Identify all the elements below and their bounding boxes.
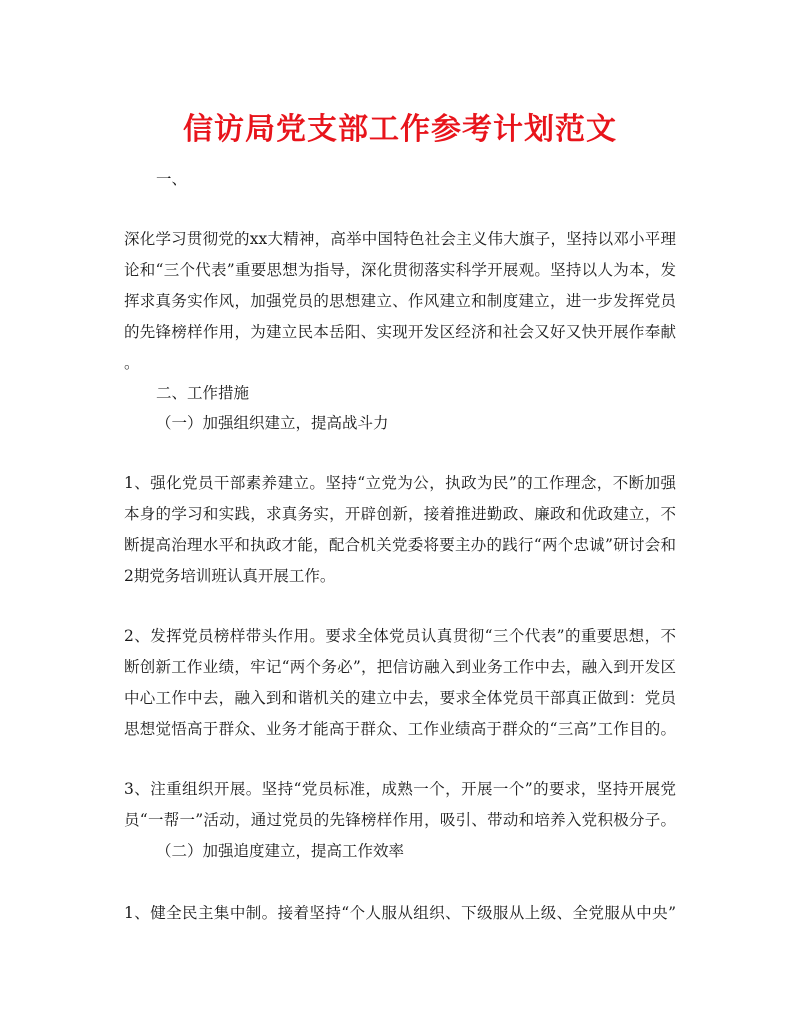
sub-heading-1: （一）加强组织建立，提高战斗力 — [156, 414, 389, 432]
section-heading-2: 二、工作措施 — [156, 384, 250, 402]
paragraph-line: 断创新工作业绩，牢记“两个务必”，把信访融入到业务工作中去，融入到开发区 — [124, 658, 676, 676]
paragraph-line: 论和“三个代表”重要思想为指导，深化贯彻落实科学开展观。坚持以人为本，发 — [124, 261, 676, 279]
paragraph-line: 1、健全民主集中制。接着坚持“个人服从组织、下级服从上级、全党服从中央” — [124, 904, 676, 922]
paragraph-line: 本身的学习和实践，求真务实，开辟创新，接着推进勤政、廉政和优政建立，不 — [124, 505, 676, 523]
paragraph-line: 挥求真务实作风，加强党员的思想建立、作风建立和制度建立，进一步发挥党员 — [124, 292, 676, 310]
paragraph-line: 员“一帮一”活动，通过党员的先锋榜样作用，吸引、带动和培养入党积极分子。 — [124, 811, 676, 829]
section-heading-1: 一、 — [156, 170, 188, 188]
document-title: 信访局党支部工作参考计划范文 — [183, 112, 617, 147]
sub-heading-2: （二）加强追度建立，提高工作效率 — [156, 842, 405, 860]
paragraph-line: 2、发挥党员榜样带头作用。要求全体党员认真贯彻“三个代表”的重要思想，不 — [124, 627, 676, 645]
paragraph-line: 中心工作中去，融入到和谐机关的建立中去，要求全体党员干部真正做到：党员 — [124, 689, 676, 707]
paragraph-line: 的先锋榜样作用，为建立民本岳阳、实现开发区经济和社会又好又快开展作奉献 — [124, 323, 676, 341]
paragraph-line: 。 — [124, 354, 140, 372]
paragraph-line: 2期党务培训班认真开展工作。 — [124, 567, 336, 585]
paragraph-line: 断提高治理水平和执政才能，配合机关党委将要主办的践行“两个忠诚”研讨会和 — [124, 536, 676, 554]
paragraph-line: 深化学习贯彻党的xx大精神，高举中国特色社会主义伟大旗子，坚持以邓小平理 — [124, 230, 676, 248]
paragraph-line: 1、强化党员干部素养建立。坚持“立党为公，执政为民”的工作理念，不断加强 — [124, 474, 676, 492]
paragraph-line: 思想觉悟高于群众、业务才能高于群众、工作业绩高于群众的“三高”工作目的。 — [124, 720, 676, 738]
paragraph-line: 3、注重组织开展。坚持“党员标准，成熟一个，开展一个”的要求，坚持开展党 — [124, 780, 676, 798]
